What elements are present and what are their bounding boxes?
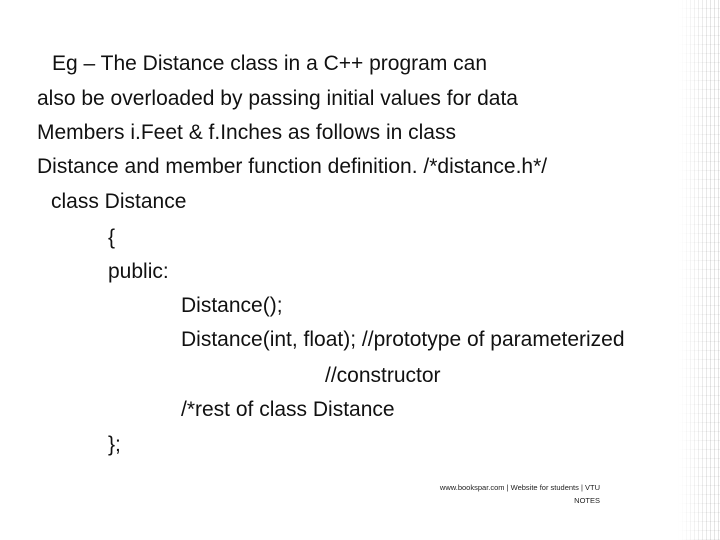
footer-line-2: NOTES xyxy=(574,496,600,505)
code-open-brace: { xyxy=(108,226,116,249)
footer-source xyxy=(398,481,600,507)
code-rest-comment: /*rest of class Distance xyxy=(181,398,395,421)
code-close-brace: }; xyxy=(108,433,121,456)
code-default-constructor: Distance(); xyxy=(181,294,283,317)
code-public-label: public: xyxy=(108,260,169,283)
intro-line-3: Members i.Feet & f.Inches as follows in class xyxy=(37,121,456,144)
decorative-right-border xyxy=(678,0,720,540)
code-constructor-comment: //constructor xyxy=(325,364,441,387)
code-parameterized-constructor: Distance(int, float); //prototype of parameterized xyxy=(181,328,625,351)
footer-line-1: www.bookspar.com | Website for students | VTU xyxy=(439,483,600,492)
intro-line-4: Distance and member function definition. /*distance.h*/ xyxy=(37,155,548,178)
intro-line-1: Eg – The Distance class in a C++ program can xyxy=(52,52,488,75)
code-class-declaration: class Distance xyxy=(51,190,187,213)
intro-line-2: also be overloaded by passing initial values for data xyxy=(37,87,518,110)
